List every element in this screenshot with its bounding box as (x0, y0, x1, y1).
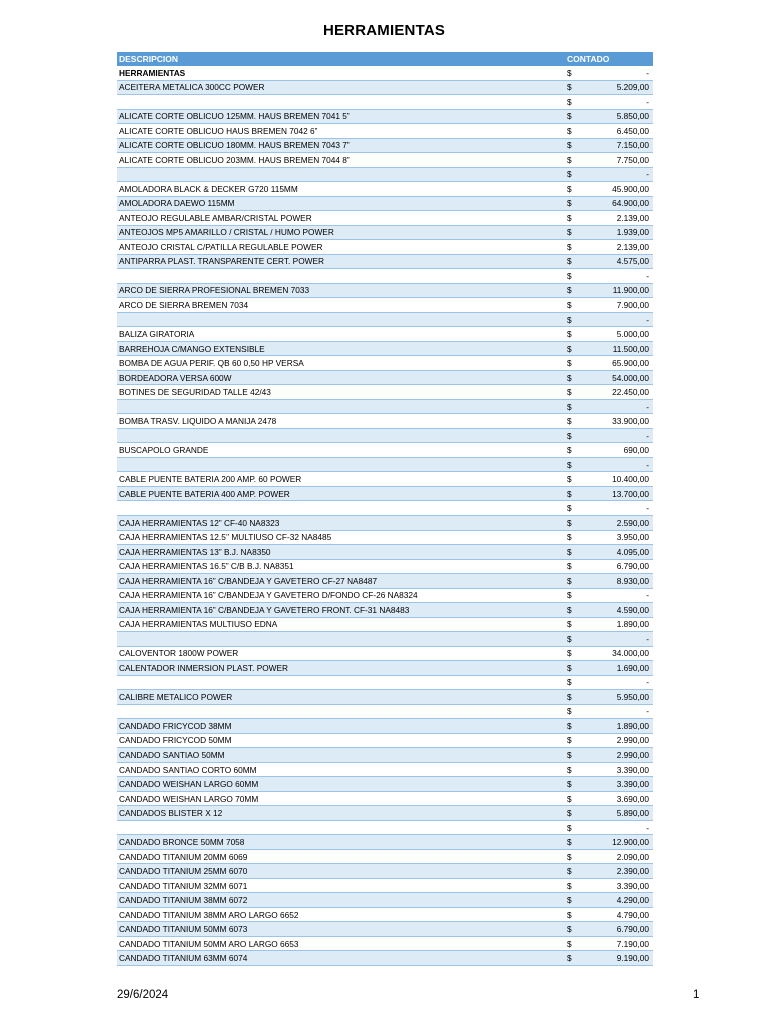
row-description: CAJA HERRAMIENTAS 12” CF-40 NA8323 (119, 517, 280, 528)
row-description: CANDADO TITANIUM 50MM 6073 (119, 924, 248, 935)
table-row (117, 734, 653, 749)
row-currency: $ (567, 720, 572, 731)
row-currency: $ (567, 909, 572, 920)
table-row (117, 850, 653, 865)
row-price: - (646, 270, 649, 281)
table-row (117, 589, 653, 604)
header-price: CONTADO (567, 54, 610, 64)
row-currency: $ (567, 953, 572, 964)
row-description: CALIBRE METALICO POWER (119, 691, 233, 702)
table-row (117, 806, 653, 821)
table-row (117, 168, 653, 183)
table-row (117, 908, 653, 923)
row-currency: $ (567, 285, 572, 296)
table-row (117, 690, 653, 705)
row-price: 2.990,00 (616, 749, 649, 760)
row-currency: $ (567, 561, 572, 572)
row-currency: $ (567, 343, 572, 354)
row-currency: $ (567, 401, 572, 412)
price-table (117, 52, 653, 966)
row-currency: $ (567, 575, 572, 586)
row-price: - (646, 459, 649, 470)
row-currency: $ (567, 895, 572, 906)
row-description: ALICATE CORTE OBLICUO 125MM. HAUS BREMEN 7041 5” (119, 111, 350, 122)
row-currency: $ (567, 938, 572, 949)
table-row (117, 226, 653, 241)
row-price: 9.190,00 (616, 953, 649, 964)
table-row (117, 763, 653, 778)
row-price: 1.690,00 (616, 662, 649, 673)
row-price: 5.850,00 (616, 111, 649, 122)
row-price: 1.890,00 (616, 720, 649, 731)
row-price: 2.090,00 (616, 851, 649, 862)
row-description: ANTEOJO CRISTAL C/PATILLA REGULABLE POWER (119, 241, 323, 252)
table-row (117, 371, 653, 386)
row-currency: $ (567, 779, 572, 790)
table-row (117, 240, 653, 255)
table-row (117, 647, 653, 662)
row-currency: $ (567, 764, 572, 775)
row-description: CAJA HERRAMIENTA 16” C/BANDEJA Y GAVETERO FRONT. CF-31 NA8483 (119, 604, 410, 615)
row-description: HERRAMIENTAS (119, 67, 186, 78)
row-description: CANDADO FRICYCOD 50MM (119, 735, 232, 746)
row-price: 22.450,00 (612, 387, 649, 398)
row-price: 3.390,00 (616, 764, 649, 775)
row-currency: $ (567, 241, 572, 252)
table-row (117, 632, 653, 647)
row-price: - (646, 67, 649, 78)
row-description: ALICATE CORTE OBLICUO HAUS BREMEN 7042 6” (119, 125, 318, 136)
row-price: 5.890,00 (616, 808, 649, 819)
row-price: 2.990,00 (616, 735, 649, 746)
table-row (117, 835, 653, 850)
table-row (117, 153, 653, 168)
table-row (117, 139, 653, 154)
table-row (117, 443, 653, 458)
table-row (117, 81, 653, 96)
page-number: 1 (693, 989, 700, 1001)
table-row (117, 951, 653, 966)
row-description: BUSCAPOLO GRANDE (119, 445, 209, 456)
table-row (117, 327, 653, 342)
row-price: - (646, 314, 649, 325)
row-description: CAJA HERRAMIENTAS 12.5’’ MULTIUSO CF-32 NA8485 (119, 532, 332, 543)
row-price: 1.939,00 (616, 227, 649, 238)
row-currency: $ (567, 532, 572, 543)
row-currency: $ (567, 154, 572, 165)
table-row (117, 487, 653, 502)
row-description: CANDADO TITANIUM 63MM 6074 (119, 953, 248, 964)
row-description: CANDADO TITANIUM 20MM 6069 (119, 851, 248, 862)
row-currency: $ (567, 300, 572, 310)
row-currency: $ (567, 387, 572, 398)
row-currency: $ (567, 662, 572, 673)
row-price: - (646, 633, 649, 644)
row-description: CANDADO WEISHAN LARGO 70MM (119, 793, 259, 804)
row-price: 12.900,00 (612, 837, 649, 848)
table-row (117, 284, 653, 299)
row-price: 3.390,00 (616, 779, 649, 790)
row-currency: $ (567, 546, 572, 557)
table-row (117, 313, 653, 328)
row-description: CANDADO WEISHAN LARGO 60MM (119, 779, 259, 790)
row-currency: $ (567, 822, 572, 833)
row-price: 6.450,00 (616, 125, 649, 136)
row-currency: $ (567, 82, 572, 93)
row-currency: $ (567, 430, 572, 441)
table-row (117, 719, 653, 734)
row-description: CANDADO TITANIUM 25MM 6070 (119, 866, 248, 877)
row-description: CANDADO SANTIAO CORTO 60MM (119, 764, 257, 775)
row-currency: $ (567, 459, 572, 470)
row-description: CANDADO BRONCE 50MM 7058 (119, 837, 245, 848)
row-description: CAJA HERRAMIENTAS 16.5” C/B B.J. NA8351 (119, 561, 294, 572)
table-row (117, 574, 653, 589)
table-row (117, 298, 653, 313)
table-row (117, 618, 653, 633)
row-price: 7.900,00 (616, 300, 649, 310)
row-price: - (646, 169, 649, 180)
row-description: AMOLADORA DAEWO 115MM (119, 198, 235, 209)
table-row (117, 792, 653, 807)
row-price: 2.590,00 (616, 517, 649, 528)
table-row (117, 937, 653, 952)
row-price: 7.750,00 (616, 154, 649, 165)
table-row (117, 110, 653, 125)
row-currency: $ (567, 198, 572, 209)
row-currency: $ (567, 256, 572, 267)
row-currency: $ (567, 329, 572, 340)
row-description: AMOLADORA BLACK & DECKER G720 115MM (119, 183, 298, 194)
table-row (117, 472, 653, 487)
row-currency: $ (567, 503, 572, 514)
row-currency: $ (567, 633, 572, 644)
table-row (117, 124, 653, 139)
row-price: - (646, 706, 649, 717)
row-price: 3.390,00 (616, 880, 649, 891)
row-description: CALOVENTOR 1800W POWER (119, 648, 239, 659)
footer-date: 29/6/2024 (117, 989, 169, 1001)
row-price: 54.000,00 (612, 372, 649, 383)
row-description: CABLE PUENTE BATERIA 400 AMP. POWER (119, 488, 290, 499)
row-currency: $ (567, 140, 572, 151)
row-currency: $ (567, 793, 572, 804)
row-description: BORDEADORA VERSA 600W (119, 372, 232, 383)
row-price: 3.950,00 (616, 532, 649, 543)
row-currency: $ (567, 227, 572, 238)
row-description: CANDADO SANTIAO 50MM (119, 749, 225, 760)
row-currency: $ (567, 445, 572, 456)
table-row (117, 501, 653, 516)
row-price: - (646, 822, 649, 833)
table-row (117, 864, 653, 879)
row-description: CANDADO FRICYCOD 38MM (119, 720, 232, 731)
table-row (117, 893, 653, 908)
row-price: 2.390,00 (616, 866, 649, 877)
row-price: 11.500,00 (612, 343, 649, 354)
table-row (117, 211, 653, 226)
row-price: 6.790,00 (616, 561, 649, 572)
row-price: 5.000,00 (616, 329, 649, 340)
row-description: BOMBA DE AGUA PERIF. QB 60 0,50 HP VERSA (119, 358, 304, 369)
row-currency: $ (567, 677, 572, 688)
row-description: ALICATE CORTE OBLICUO 180MM. HAUS BREMEN 7043 7” (119, 140, 350, 151)
table-row (117, 197, 653, 212)
table-row (117, 356, 653, 371)
table-row (117, 400, 653, 415)
row-price: 5.950,00 (616, 691, 649, 702)
row-price: - (646, 503, 649, 514)
row-description: CANDADO TITANIUM 32MM 6071 (119, 880, 248, 891)
row-currency: $ (567, 837, 572, 848)
row-currency: $ (567, 749, 572, 760)
row-currency: $ (567, 314, 572, 325)
row-description: CAJA HERRAMIENTAS MULTIUSO EDNA (119, 619, 278, 630)
row-currency: $ (567, 270, 572, 281)
row-description: ANTEOJOS MP5 AMARILLO / CRISTAL / HUMO POWER (119, 227, 334, 238)
row-price: 13.700,00 (612, 488, 649, 499)
table-row (117, 531, 653, 546)
table-row (117, 182, 653, 197)
row-description: BALIZA GIRATORIA (119, 329, 195, 340)
table-row (117, 676, 653, 691)
row-price: 7.190,00 (616, 938, 649, 949)
row-price: 3.690,00 (616, 793, 649, 804)
row-description: ALICATE CORTE OBLICUO 203MM. HAUS BREMEN 7044 8” (119, 154, 350, 165)
row-currency: $ (567, 851, 572, 862)
row-price: 4.575,00 (616, 256, 649, 267)
row-description: BARREHOJA C/MANGO EXTENSIBLE (119, 343, 265, 354)
row-currency: $ (567, 866, 572, 877)
table-row (117, 879, 653, 894)
row-description: CAJA HERRAMIENTAS 13” B.J. NA8350 (119, 546, 271, 557)
row-price: 4.590,00 (616, 604, 649, 615)
row-price: 4.095,00 (616, 546, 649, 557)
table-row (117, 269, 653, 284)
table-row (117, 560, 653, 575)
row-price: 33.900,00 (612, 416, 649, 427)
row-price: 64.900,00 (612, 198, 649, 209)
row-description: CANDADO TITANIUM 38MM ARO LARGO 6652 (119, 909, 299, 920)
row-price: 2.139,00 (616, 212, 649, 223)
table-body (117, 66, 653, 966)
table-row (117, 777, 653, 792)
row-description: CABLE PUENTE BATERIA 200 AMP. 60 POWER (119, 474, 302, 485)
row-description: CANDADOS BLISTER X 12 (119, 808, 223, 819)
row-currency: $ (567, 416, 572, 427)
row-description: CANDADO TITANIUM 50MM ARO LARGO 6653 (119, 938, 299, 949)
row-currency: $ (567, 358, 572, 369)
page-title: HERRAMIENTAS (322, 22, 446, 39)
row-description: ANTIPARRA PLAST. TRANSPARENTE CERT. POWER (119, 256, 325, 267)
table-header (117, 52, 653, 66)
row-currency: $ (567, 111, 572, 122)
row-currency: $ (567, 372, 572, 383)
row-description: ARCO DE SIERRA BREMEN 7034 (119, 300, 249, 310)
row-price: 7.150,00 (616, 140, 649, 151)
row-currency: $ (567, 735, 572, 746)
row-price: 34.000,00 (612, 648, 649, 659)
row-currency: $ (567, 880, 572, 891)
row-description: CANDADO TITANIUM 38MM 6072 (119, 895, 248, 906)
row-price: 45.900,00 (612, 183, 649, 194)
row-description: ARCO DE SIERRA PROFESIONAL BREMEN 7033 (119, 285, 310, 296)
row-price: - (646, 401, 649, 412)
row-currency: $ (567, 604, 572, 615)
table-row (117, 516, 653, 531)
table-row (117, 661, 653, 676)
row-price: 5.209,00 (616, 82, 649, 93)
row-description: ACEITERA METALICA 300CC POWER (119, 82, 265, 93)
row-currency: $ (567, 169, 572, 180)
table-row (117, 603, 653, 618)
row-currency: $ (567, 691, 572, 702)
header-description: DESCRIPCION (119, 54, 179, 64)
row-currency: $ (567, 808, 572, 819)
row-description: BOTINES DE SEGURIDAD TALLE 42/43 (119, 387, 271, 398)
row-price: - (646, 96, 649, 107)
row-price: - (646, 430, 649, 441)
row-price: - (646, 590, 649, 601)
row-price: 4.290,00 (616, 895, 649, 906)
row-currency: $ (567, 517, 572, 528)
table-row (117, 429, 653, 444)
row-currency: $ (567, 590, 572, 601)
row-description: BOMBA TRASV. LIQUIDO A MANIJA 2478 (119, 416, 277, 427)
row-price: 2.139,00 (616, 241, 649, 252)
row-currency: $ (567, 924, 572, 935)
row-currency: $ (567, 619, 572, 630)
row-description: CALENTADOR INMERSION PLAST. POWER (119, 662, 289, 673)
row-description: ANTEOJO REGULABLE AMBAR/CRISTAL POWER (119, 212, 312, 223)
row-price: 8.930,00 (616, 575, 649, 586)
table-row (117, 95, 653, 110)
row-currency: $ (567, 474, 572, 485)
table-row (117, 342, 653, 357)
table-row (117, 255, 653, 270)
row-price: 11.900,00 (612, 285, 649, 296)
table-row (117, 705, 653, 720)
table-row (117, 66, 653, 81)
row-price: 65.900,00 (612, 358, 649, 369)
table-row (117, 748, 653, 763)
row-currency: $ (567, 648, 572, 659)
row-price: 6.790,00 (616, 924, 649, 935)
row-price: 1.890,00 (616, 619, 649, 630)
row-currency: $ (567, 125, 572, 136)
table-row (117, 458, 653, 473)
row-price: 690,00 (623, 445, 649, 456)
row-price: 10.400,00 (612, 474, 649, 485)
row-currency: $ (567, 67, 572, 78)
row-price: - (646, 677, 649, 688)
row-description: CAJA HERRAMIENTA 16” C/BANDEJA Y GAVETERO D/FONDO CF-26 NA8324 (119, 590, 418, 601)
row-currency: $ (567, 212, 572, 223)
row-currency: $ (567, 706, 572, 717)
row-description: CAJA HERRAMIENTA 16” C/BANDEJA Y GAVETERO CF-27 NA8487 (119, 575, 378, 586)
table-row (117, 414, 653, 429)
table-row (117, 922, 653, 937)
row-currency: $ (567, 96, 572, 107)
table-row (117, 545, 653, 560)
table-row (117, 385, 653, 400)
table-row (117, 821, 653, 836)
row-currency: $ (567, 183, 572, 194)
row-price: 4.790,00 (616, 909, 649, 920)
row-currency: $ (567, 488, 572, 499)
